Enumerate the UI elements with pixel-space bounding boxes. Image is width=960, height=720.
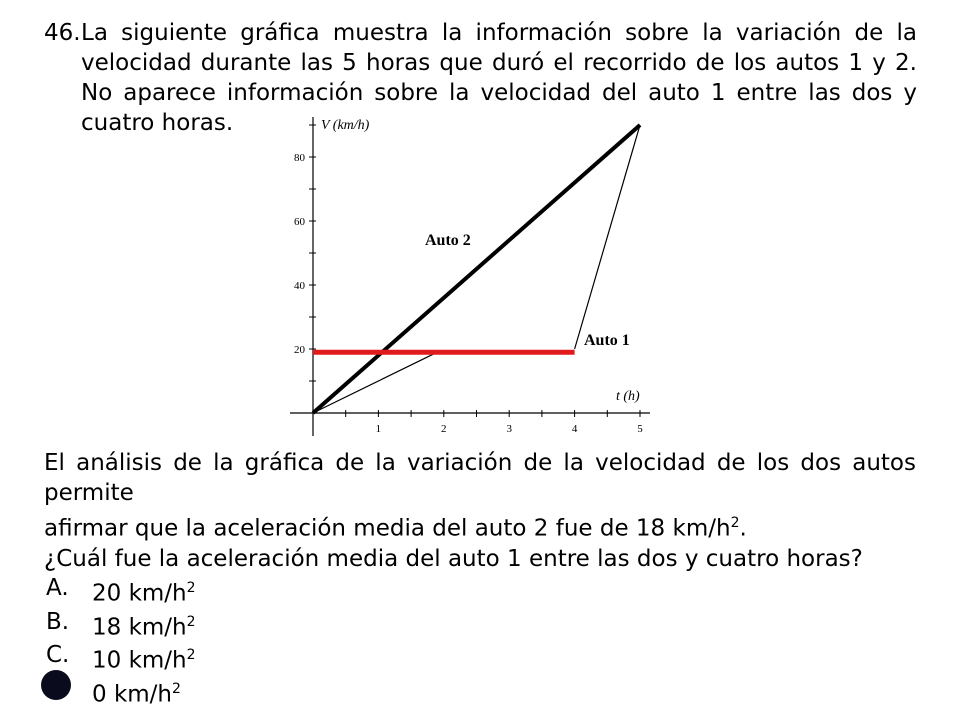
y-tick-label: 60 [294, 216, 305, 228]
y-tick-label: 40 [294, 280, 305, 292]
chart-series [313, 125, 640, 413]
x-tick-label: 5 [637, 423, 643, 435]
selected-option-marker[interactable] [41, 670, 71, 700]
y-tick-label: 80 [294, 152, 305, 164]
question-text: La siguiente gráfica muestra la información sobre la variación de la velocidad durante las 5 horas que duró el recorrido de los autos 1 y 2. No aparece información sobre la velocidad del auto 1 entre las dos y cuatro horas. [81, 20, 917, 136]
x-axis-label: t (h) [616, 389, 640, 404]
series-line-2 [313, 352, 437, 413]
series-line-1 [313, 125, 640, 413]
analysis-paragraph [44, 448, 916, 574]
label-auto-2: Auto 2 [425, 232, 471, 249]
question-number: 46. [44, 20, 81, 46]
analysis-line-1: El análisis de la gráfica de la variación de la velocidad de los dos autos permite [44, 450, 916, 506]
series-line-3 [575, 125, 640, 349]
x-tick-label: 3 [506, 423, 512, 435]
question-prompt: ¿Cuál fue la aceleración media del auto 1 entre las dos y cuatro horas? [44, 545, 863, 572]
chart-ticks [294, 125, 643, 435]
x-tick-label: 4 [571, 423, 578, 435]
label-auto-1: Auto 1 [584, 332, 630, 349]
x-tick-label: 2 [441, 423, 447, 435]
analysis-line-2: afirmar que la aceleración media del auto 2 fue de 18 $km/h^2$. [44, 515, 747, 542]
y-axis-label: V (km/h) [321, 118, 370, 133]
y-tick-label: 20 [294, 344, 305, 356]
x-tick-label: 1 [375, 423, 382, 435]
